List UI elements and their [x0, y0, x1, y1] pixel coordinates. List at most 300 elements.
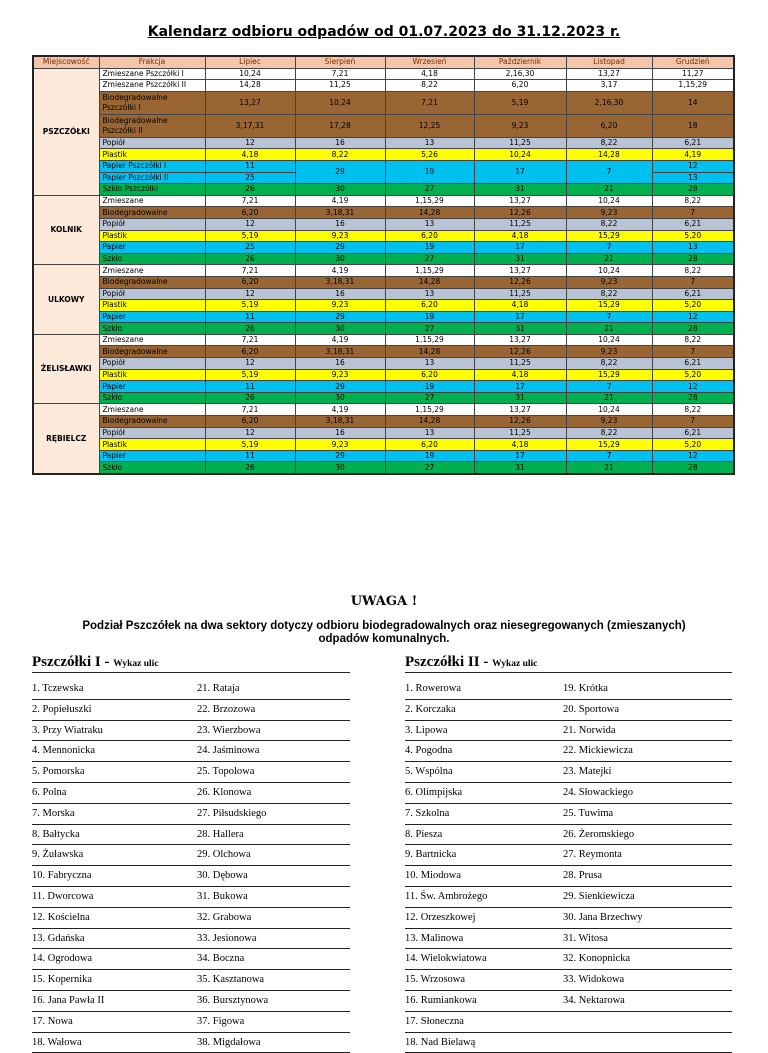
- street-name: 6. Olimpijska: [405, 786, 463, 798]
- street-name: 10. Miodowa: [405, 870, 461, 882]
- table-cell: 16: [295, 137, 385, 149]
- header-cell: Październik: [474, 56, 566, 68]
- table-cell: 17: [474, 242, 566, 254]
- table-cell: 6,20: [205, 416, 295, 428]
- table-cell: 6,20: [566, 114, 652, 137]
- street-row: [405, 908, 732, 929]
- table-cell: 28: [652, 323, 734, 335]
- table-cell: 8,22: [652, 195, 734, 207]
- table-cell: 6,20: [385, 230, 474, 242]
- street-name: 26. Żeromskiego: [563, 828, 635, 840]
- table-cell: 8,22: [652, 334, 734, 346]
- table-cell: 3,17,31: [205, 114, 295, 137]
- table-row: [33, 149, 734, 161]
- fraction-cell: Biodegradowalne: [99, 416, 205, 428]
- table-cell: 30: [295, 323, 385, 335]
- table-cell: 12: [652, 381, 734, 393]
- street-list-title: Pszczółki II -: [405, 654, 493, 670]
- table-cell: 11,25: [474, 427, 566, 439]
- table-cell: 13,27: [474, 265, 566, 277]
- table-cell: 17: [474, 311, 566, 323]
- street-name: 1. Rowerowa: [405, 683, 461, 694]
- table-cell: 26: [205, 323, 295, 335]
- street-name: 30. Dębowa: [197, 870, 248, 882]
- table-cell: 11: [205, 160, 295, 172]
- fraction-cell: Szkło: [99, 253, 205, 265]
- table-cell: 8,22: [566, 288, 652, 300]
- table-cell: 17: [474, 450, 566, 462]
- fraction-cell: Popiół: [99, 218, 205, 230]
- table-cell: 30: [295, 392, 385, 404]
- fraction-cell: Popiół: [99, 137, 205, 149]
- table-cell: 12: [205, 288, 295, 300]
- street-name: 21. Norwida: [563, 724, 616, 736]
- table-cell: 7,21: [385, 91, 474, 114]
- street-name: 20. Sportowa: [563, 703, 619, 715]
- street-row: [405, 700, 732, 721]
- table-row: [33, 91, 734, 114]
- table-row: [33, 346, 734, 358]
- header-cell: Listopad: [566, 56, 652, 68]
- table-cell: 13: [385, 137, 474, 149]
- street-name: 22. Brzozowa: [197, 703, 256, 715]
- table-cell: 28: [652, 392, 734, 404]
- table-cell: 7,21: [295, 68, 385, 80]
- table-row: [33, 265, 734, 277]
- fraction-cell: Biodegradowalne Pszczółki II: [99, 114, 205, 137]
- table-cell: 12: [205, 218, 295, 230]
- fraction-cell: Papier: [99, 450, 205, 462]
- street-row: [32, 804, 350, 825]
- fraction-cell: Zmieszane: [99, 265, 205, 277]
- table-cell: 15,29: [566, 300, 652, 312]
- fraction-cell: Szkło Pszczółki: [99, 184, 205, 196]
- street-name: 12. Kościelna: [32, 911, 90, 923]
- street-row: [405, 679, 732, 700]
- street-name: 14. Wielokwiatowa: [405, 953, 487, 965]
- table-cell: 16: [295, 218, 385, 230]
- street-name: 23. Matejki: [563, 766, 612, 778]
- table-cell: 11,27: [652, 68, 734, 80]
- fraction-cell: Biodegradowalne: [99, 276, 205, 288]
- table-cell: 29: [295, 311, 385, 323]
- street-row: [32, 970, 350, 991]
- table-cell: 19: [385, 242, 474, 254]
- location-cell: PSZCZÓŁKI: [33, 68, 99, 195]
- table-cell: 7: [652, 207, 734, 219]
- table-row: [33, 358, 734, 370]
- table-cell: 19: [385, 450, 474, 462]
- table-cell: 11,25: [474, 288, 566, 300]
- table-cell: 10,24: [566, 334, 652, 346]
- table-cell: 11,25: [474, 137, 566, 149]
- table-cell: 31: [474, 462, 566, 474]
- table-cell: 7,21: [205, 404, 295, 416]
- table-cell: 17: [474, 160, 566, 183]
- table-cell: 13,27: [474, 334, 566, 346]
- street-row: [405, 929, 732, 950]
- street-row: [405, 721, 732, 742]
- fraction-cell: Zmieszane Pszczółki II: [99, 80, 205, 92]
- table-row: [33, 253, 734, 265]
- table-cell: 1,15,29: [385, 404, 474, 416]
- street-name: 28. Prusa: [563, 870, 603, 882]
- table-cell: 9,23: [566, 416, 652, 428]
- street-row: [405, 762, 732, 783]
- street-list-heading: [405, 652, 732, 673]
- fraction-cell: Plastik: [99, 439, 205, 451]
- table-cell: 27: [385, 184, 474, 196]
- street-name: 28. Hallera: [197, 828, 244, 840]
- table-cell: 18: [652, 114, 734, 137]
- table-row: [33, 184, 734, 196]
- table-cell: 6,21: [652, 218, 734, 230]
- fraction-cell: Zmieszane: [99, 404, 205, 416]
- table-row: [33, 462, 734, 474]
- table-row: [33, 288, 734, 300]
- street-row: [405, 866, 732, 887]
- table-cell: 21: [566, 392, 652, 404]
- table-cell: 26: [205, 462, 295, 474]
- table-cell: 4,18: [205, 149, 295, 161]
- table-cell: 31: [474, 392, 566, 404]
- table-cell: 3,18,31: [295, 207, 385, 219]
- street-name: 12. Orzeszkowej: [405, 911, 476, 923]
- table-cell: 31: [474, 253, 566, 265]
- table-row: [33, 311, 734, 323]
- table-header-row: [33, 56, 734, 68]
- table-cell: 28: [652, 253, 734, 265]
- street-name: 31. Witosa: [563, 932, 608, 944]
- street-name: 32. Konopnicka: [563, 953, 631, 965]
- table-cell: 28: [652, 184, 734, 196]
- header-cell: Frakcja: [99, 56, 205, 68]
- street-row: [405, 1012, 732, 1033]
- street-name: 2. Korczaka: [405, 703, 456, 715]
- header-cell: Miejscowość: [33, 56, 99, 68]
- table-cell: 21: [566, 184, 652, 196]
- street-name: 17. Nowa: [32, 1015, 73, 1027]
- table-cell: 27: [385, 253, 474, 265]
- table-cell: 6,20: [385, 300, 474, 312]
- fraction-cell: Szkło: [99, 462, 205, 474]
- fraction-cell: Papier: [99, 311, 205, 323]
- table-cell: 7: [652, 276, 734, 288]
- table-cell: 8,22: [385, 80, 474, 92]
- street-name: 36. Bursztynowa: [197, 994, 269, 1006]
- street-list-pszczolki-2: [405, 652, 732, 1053]
- street-name: 13. Gdańska: [32, 932, 85, 944]
- table-cell: 10,24: [566, 265, 652, 277]
- street-name: 35. Kasztanowa: [197, 974, 265, 986]
- street-name: 24. Jaśminowa: [197, 745, 260, 757]
- table-row: [33, 392, 734, 404]
- fraction-cell: Popiół: [99, 427, 205, 439]
- street-name: 4. Mennonicka: [32, 745, 95, 757]
- table-cell: 11,25: [295, 80, 385, 92]
- street-list-subtitle: Wykaz ulic: [113, 659, 159, 669]
- fraction-cell: Popiół: [99, 358, 205, 370]
- street-name: 16. Jana Pawła II: [32, 994, 105, 1006]
- table-cell: 27: [385, 462, 474, 474]
- table-cell: 3,18,31: [295, 416, 385, 428]
- table-cell: 17,28: [295, 114, 385, 137]
- street-name: 5. Wspólna: [405, 766, 453, 778]
- table-cell: 9,23: [295, 230, 385, 242]
- street-row: [405, 845, 732, 866]
- table-cell: 6,20: [205, 276, 295, 288]
- table-cell: 4,18: [474, 439, 566, 451]
- street-name: 27. Reymonta: [563, 849, 622, 861]
- fraction-cell: Zmieszane: [99, 334, 205, 346]
- table-row: [33, 369, 734, 381]
- table-cell: 21: [566, 462, 652, 474]
- table-cell: 14,28: [385, 416, 474, 428]
- table-cell: 5,19: [205, 230, 295, 242]
- table-cell: 5,26: [385, 149, 474, 161]
- location-cell: KOLNIK: [33, 195, 99, 265]
- table-cell: 29: [295, 381, 385, 393]
- fraction-cell: Plastik: [99, 300, 205, 312]
- table-cell: 8,22: [652, 265, 734, 277]
- fraction-cell: Plastik: [99, 369, 205, 381]
- table-cell: 27: [385, 323, 474, 335]
- header-cell: Wrzesień: [385, 56, 474, 68]
- table-cell: 25: [205, 172, 295, 184]
- table-cell: 8,22: [295, 149, 385, 161]
- location-cell: ULKOWY: [33, 265, 99, 335]
- table-cell: 10,24: [474, 149, 566, 161]
- table-cell: 30: [295, 462, 385, 474]
- table-cell: 27: [385, 392, 474, 404]
- table-cell: 12,26: [474, 207, 566, 219]
- street-name: 13. Malinowa: [405, 932, 464, 944]
- table-cell: 25: [205, 242, 295, 254]
- table-cell: 9,23: [295, 300, 385, 312]
- street-name: 3. Przy Wiatraku: [32, 724, 103, 736]
- street-name: 7. Morska: [32, 807, 75, 819]
- table-cell: 12,26: [474, 276, 566, 288]
- table-cell: 21: [566, 253, 652, 265]
- street-row: [32, 887, 350, 908]
- table-cell: 7,21: [205, 334, 295, 346]
- table-row: [33, 381, 734, 393]
- street-row: [32, 679, 350, 700]
- street-name: 37. Figowa: [197, 1015, 245, 1027]
- table-cell: 7: [652, 416, 734, 428]
- table-cell: 12: [205, 358, 295, 370]
- table-cell: 9,23: [474, 114, 566, 137]
- table-cell: 5,19: [205, 439, 295, 451]
- table-row: [33, 323, 734, 335]
- street-name: 32. Grabowa: [197, 911, 252, 923]
- table-cell: 7,21: [205, 195, 295, 207]
- table-cell: 8,22: [652, 404, 734, 416]
- street-name: 8. Piesza: [405, 828, 443, 840]
- fraction-cell: Papier: [99, 242, 205, 254]
- street-name: 11. Św. Ambrożego: [405, 890, 488, 902]
- street-row: [405, 991, 732, 1012]
- table-cell: 13,27: [566, 68, 652, 80]
- table-cell: 7: [566, 311, 652, 323]
- table-cell: 9,23: [566, 346, 652, 358]
- table-cell: 8,22: [566, 218, 652, 230]
- street-name: 14. Ogrodowa: [32, 953, 93, 965]
- table-row: [33, 439, 734, 451]
- street-row: [32, 866, 350, 887]
- table-cell: 14,28: [205, 80, 295, 92]
- table-cell: 6,21: [652, 288, 734, 300]
- fraction-cell: Papier Pszczółki II: [99, 172, 205, 184]
- street-name: 18. Wałowa: [32, 1036, 82, 1048]
- street-row: [32, 700, 350, 721]
- table-cell: 12,26: [474, 346, 566, 358]
- fraction-cell: Plastik: [99, 230, 205, 242]
- table-cell: 13: [385, 288, 474, 300]
- table-cell: 3,18,31: [295, 346, 385, 358]
- street-list-subtitle: Wykaz ulic: [492, 659, 538, 669]
- table-cell: 10,24: [295, 91, 385, 114]
- table-cell: 14: [652, 91, 734, 114]
- table-cell: 1,15,29: [385, 265, 474, 277]
- street-name: 34. Nektarowa: [563, 994, 625, 1006]
- table-cell: 1,15,29: [652, 80, 734, 92]
- table-row: [33, 427, 734, 439]
- table-cell: 9,23: [566, 207, 652, 219]
- table-cell: 5,19: [205, 300, 295, 312]
- table-cell: 17: [474, 381, 566, 393]
- table-cell: 5,20: [652, 230, 734, 242]
- street-name: 16. Rumiankowa: [405, 994, 477, 1006]
- street-name: 25. Tuwima: [563, 807, 614, 819]
- table-cell: 5,19: [205, 369, 295, 381]
- table-cell: 4,18: [474, 300, 566, 312]
- street-row: [405, 970, 732, 991]
- collection-schedule-table: [32, 55, 735, 475]
- table-cell: 19: [385, 311, 474, 323]
- table-cell: 7: [566, 242, 652, 254]
- table-row: [33, 114, 734, 137]
- street-row: [405, 741, 732, 762]
- header-cell: Sierpień: [295, 56, 385, 68]
- street-name: 3. Lipowa: [405, 724, 448, 736]
- table-row: [33, 218, 734, 230]
- table-cell: 14,28: [385, 276, 474, 288]
- street-name: 29. Olchowa: [197, 849, 251, 861]
- table-cell: 3,17: [566, 80, 652, 92]
- table-cell: 13: [385, 358, 474, 370]
- fraction-cell: Biodegradowalne Pszczółki I: [99, 91, 205, 114]
- table-cell: 13: [385, 218, 474, 230]
- street-name: 5. Pomorska: [32, 766, 85, 778]
- table-cell: 19: [385, 381, 474, 393]
- street-name: 6. Polna: [32, 786, 67, 798]
- location-cell: ŻELISŁAWKI: [33, 334, 99, 404]
- street-name: 2. Popiełuszki: [32, 703, 92, 715]
- table-cell: 14,28: [385, 346, 474, 358]
- table-row: [33, 137, 734, 149]
- page-title: Kalendarz odbioru odpadów od 01.07.2023 do 31.12.2023 r.: [147, 24, 621, 40]
- table-cell: 4,19: [295, 334, 385, 346]
- street-row: [32, 1012, 350, 1033]
- table-cell: 1,15,29: [385, 195, 474, 207]
- street-row: [32, 783, 350, 804]
- table-cell: 10,24: [566, 404, 652, 416]
- table-cell: 9,23: [566, 276, 652, 288]
- street-name: 19. Krótka: [563, 683, 608, 694]
- table-cell: 26: [205, 392, 295, 404]
- table-row: [33, 334, 734, 346]
- table-row: [33, 300, 734, 312]
- street-row: [405, 783, 732, 804]
- table-cell: 13,27: [474, 195, 566, 207]
- table-cell: 6,21: [652, 427, 734, 439]
- table-row: [33, 195, 734, 207]
- street-name: 22. Mickiewicza: [563, 745, 633, 757]
- table-cell: 12: [652, 450, 734, 462]
- table-cell: 15,29: [566, 369, 652, 381]
- table-cell: 7,21: [205, 265, 295, 277]
- street-list-pszczolki-1: [32, 652, 350, 1053]
- street-name: 1. Tczewska: [32, 683, 84, 694]
- table-cell: 13: [652, 172, 734, 184]
- street-row: [32, 929, 350, 950]
- street-name: 26. Klonowa: [197, 786, 252, 798]
- table-row: [33, 207, 734, 219]
- street-list-heading: [32, 652, 350, 673]
- table-cell: 29: [295, 242, 385, 254]
- table-cell: 4,19: [295, 404, 385, 416]
- fraction-cell: Biodegradowalne: [99, 207, 205, 219]
- street-rows: [405, 679, 732, 1053]
- table-cell: 6,21: [652, 137, 734, 149]
- table-row: [33, 416, 734, 428]
- street-name: 11. Dworcowa: [32, 890, 94, 902]
- street-name: 18. Nad Bielawą: [405, 1036, 476, 1048]
- table-cell: 3,18,31: [295, 276, 385, 288]
- table-cell: 7: [566, 450, 652, 462]
- fraction-cell: Papier Pszczółki I: [99, 160, 205, 172]
- table-cell: 30: [295, 184, 385, 196]
- street-row: [405, 825, 732, 846]
- street-name: 7. Szkolna: [405, 807, 450, 819]
- street-name: 25. Topolowa: [197, 766, 255, 778]
- street-rows: [32, 679, 350, 1053]
- table-cell: 6,20: [474, 80, 566, 92]
- table-cell: 15,29: [566, 439, 652, 451]
- table-cell: 6,20: [205, 346, 295, 358]
- table-cell: 1,15,29: [385, 334, 474, 346]
- table-cell: 12,26: [474, 416, 566, 428]
- table-cell: 31: [474, 184, 566, 196]
- street-row: [405, 887, 732, 908]
- table-cell: 12,25: [385, 114, 474, 137]
- table-cell: 4,19: [295, 195, 385, 207]
- street-name: 34. Boczna: [197, 953, 245, 965]
- street-name: 33. Jesionowa: [197, 932, 257, 944]
- table-cell: 4,18: [474, 230, 566, 242]
- table-cell: 9,23: [295, 439, 385, 451]
- table-cell: 30: [295, 253, 385, 265]
- table-cell: 8,22: [566, 427, 652, 439]
- table-cell: 12: [652, 311, 734, 323]
- table-cell: 7: [652, 346, 734, 358]
- street-name: 4. Pogodna: [405, 745, 453, 757]
- table-cell: 4,18: [385, 68, 474, 80]
- street-name: 23. Wierzbowa: [197, 724, 261, 736]
- table-cell: 13: [652, 242, 734, 254]
- street-name: 15. Kopernika: [32, 974, 93, 986]
